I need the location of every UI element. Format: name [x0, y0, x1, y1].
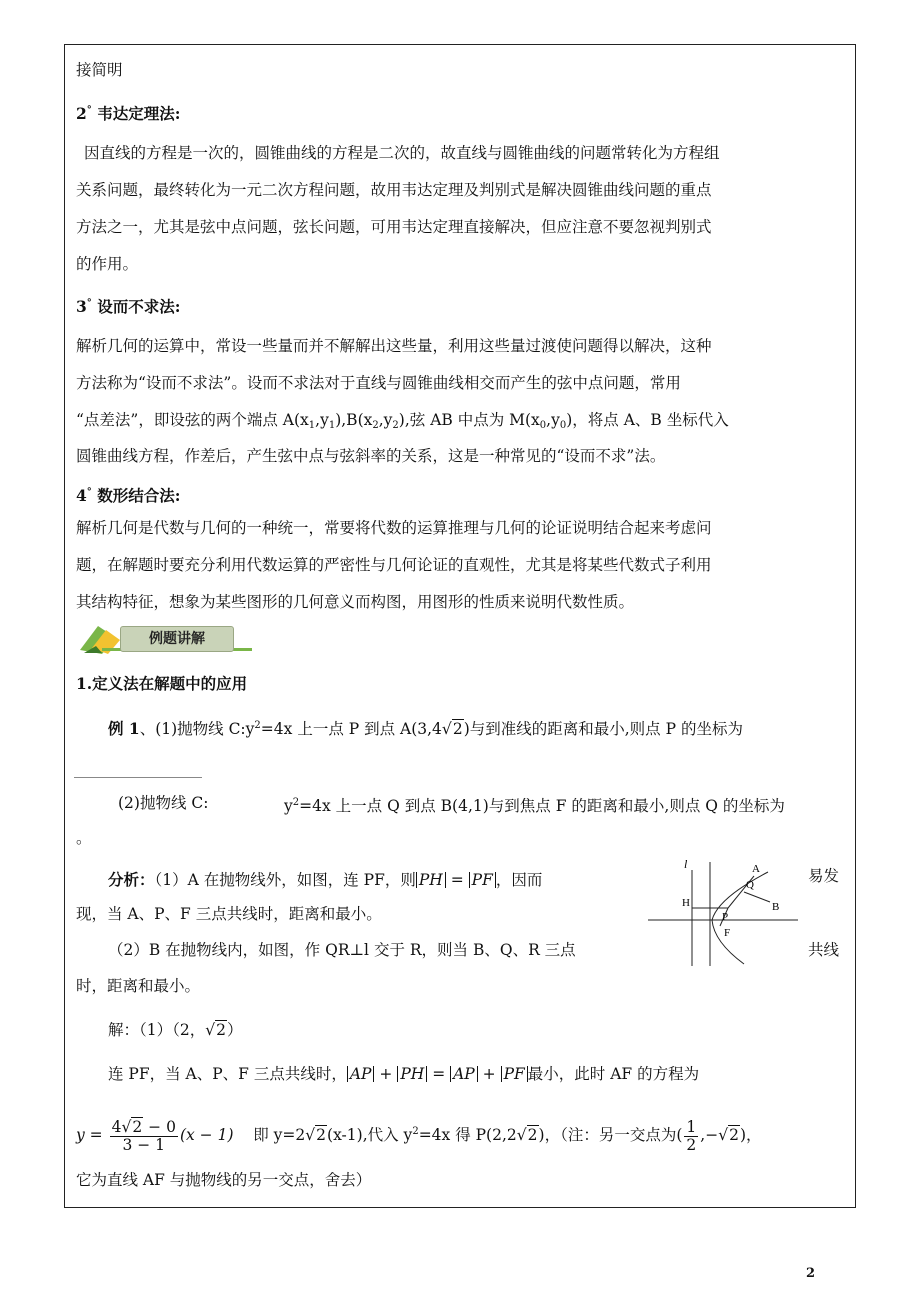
section-2-line-3: 方法之一，尤其是弦中点问题，弦长问题，可用韦达定理直接解决，但应注意不要忽视判别式: [76, 218, 712, 236]
example-1-part-2-cont: $y^2=4x$ 上一点 Q 到点 B(4,1)与到焦点 F 的距离和最小,则点 Q 的坐标为: [284, 797, 785, 815]
section-3-line-2: 方法称为“设而不求法”。设而不求法对于直线与圆锥曲线相交而产生的弦中点问题，常用: [76, 374, 681, 392]
analysis-line-2: 现，当 A、P、F 三点共线时，距离和最小。: [76, 905, 382, 923]
analysis-line-1: 分析：（1）A 在抛物线外，如图，连 PF，则 PH = PF ，因而: [108, 870, 543, 889]
parabola-curve: [712, 872, 768, 964]
solution-line-3: y = $\frac{4√2 - 0}{3 - 1}$ (x − 1) 即 y=2√2(x-1),代入 $y^2=4x$ 得 P(2,2√2)，（注：另一交点为( $\frac{1}{2}$ ,−√2)，: [76, 1117, 762, 1154]
slope-fraction: $\frac{4√2 - 0}{3 - 1}$: [111, 1117, 176, 1154]
intro-line: 接简明: [76, 61, 123, 79]
solution-line-2: 连 PF，当 A、P、F 三点共线时， AP + PH = AP + PF 最小，此时 AF 的方程为: [108, 1065, 700, 1083]
analysis-line-3-right: 共线: [808, 941, 840, 959]
label-a: A: [752, 863, 760, 875]
topic-1-heading: 1.定义法在解题中的应用: [76, 674, 248, 693]
half-fraction: $\frac{1}{2}$: [686, 1117, 697, 1154]
example-1-part-2-end: 。: [76, 829, 92, 847]
section-4-heading: 4° 数形结合法:: [76, 486, 181, 505]
label-f: F: [724, 927, 731, 939]
analysis-line-4: 时，距离和最小。: [76, 977, 201, 995]
section-3-line-4: 圆锥曲线方程，作差后，产生弦中点与弦斜率的关系，这是一种常见的“设而不求”法。: [76, 447, 666, 465]
label-b: B: [772, 901, 780, 913]
section-2-line-4: 的作用。: [76, 255, 139, 273]
section-2-line-1: 因直线的方程是一次的，圆锥曲线的方程是二次的，故直线与圆锥曲线的问题常转化为方程组: [84, 144, 720, 162]
parabola-figure: [648, 858, 798, 968]
answer-blank: [74, 777, 202, 778]
section-2-heading: 2° 韦达定理法:: [76, 104, 181, 123]
analysis-line-3: （2）B 在抛物线内，如图，作 QR⊥l 交于 R，则当 B、Q、R 三点: [108, 941, 576, 959]
section-3-line-1: 解析几何的运算中，常设一些量而并不解解出这些量，利用这些量过渡使问题得以解决，这种: [76, 337, 712, 355]
segment-qb: [744, 892, 770, 902]
section-2-line-2: 关系问题，最终转化为一元二次方程问题，故用韦达定理及判别式是解决圆锥曲线问题的重点: [76, 181, 712, 199]
label-q: Q: [746, 879, 754, 891]
example-banner-label: 例题讲解: [120, 626, 234, 652]
label-h: H: [682, 897, 690, 909]
example-1-part-1: 例 1、(1)抛物线 $C:y^2=4x$ 上一点 P 到点 A(3,4√2)与到准线的距离和最小,则点 P 的坐标为: [108, 719, 743, 738]
label-p: P: [722, 911, 729, 923]
section-4-line-3: 其结构特征，想象为某些图形的几何意义而构图，用图形的性质来说明代数性质。: [76, 593, 635, 611]
label-l: l: [684, 858, 688, 871]
section-3-line-3: “点差法”，即设弦的两个端点 $A(x_1,y_1),B(x_2,y_2)$,弦 AB 中点为 $M(x_0,y_0)$，将点 A、B 坐标代入: [76, 411, 729, 431]
section-4-line-2: 题，在解题时要充分利用代数运算的严密性与几何论证的直观性，尤其是将某些代数式子利用: [76, 556, 712, 574]
section-3-heading: 3° 设而不求法:: [76, 297, 181, 316]
solution-line-4: 它为直线 AF 与抛物线的另一交点，舍去）: [76, 1171, 372, 1189]
solution-line-1: 解：（1）（2，√2）: [108, 1021, 243, 1039]
page-number: 2: [806, 1266, 816, 1281]
example-1-part-2: (2)抛物线 C:: [118, 794, 209, 812]
analysis-line-1-right: 易发: [808, 867, 840, 885]
section-4-line-1: 解析几何是代数与几何的一种统一，常要将代数的运算推理与几何的论证说明结合起来考虑问: [76, 519, 712, 537]
